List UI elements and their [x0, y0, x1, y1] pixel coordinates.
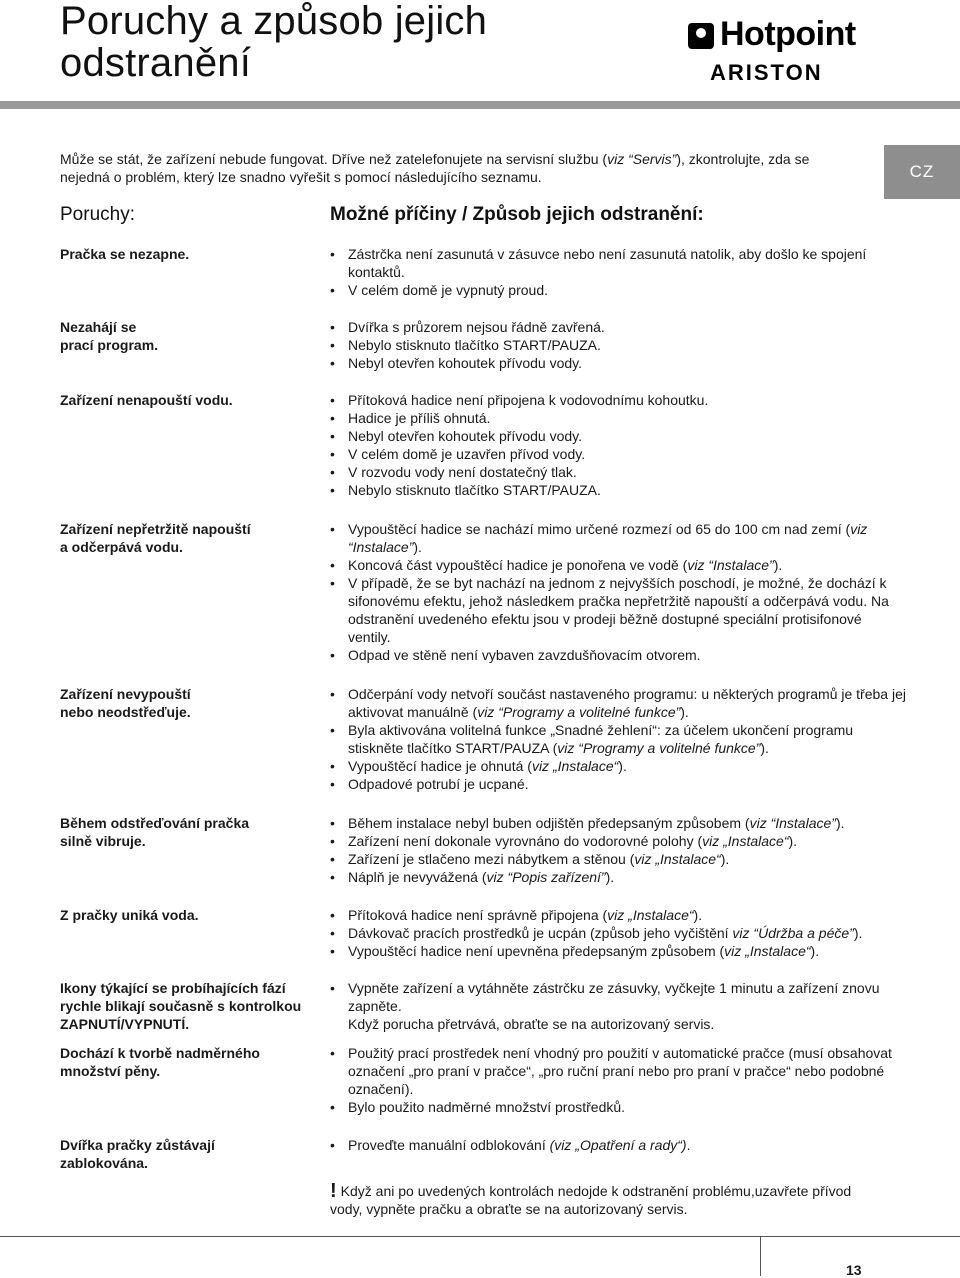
cause-item [348, 757, 908, 775]
intro-ref-servis: viz “Servis” [607, 151, 677, 167]
cause-ref: viz “Instalace” [687, 557, 774, 573]
fault-9 [60, 1044, 315, 1080]
cause-item [348, 391, 908, 409]
cause-text: Vypouštěcí hadice není upevněna předepsaným způsobem ( [348, 943, 725, 959]
cause-item [348, 574, 908, 646]
cause-text: Bylo použito nadměrné množství prostředků. [348, 1099, 626, 1115]
causes-group-10 [330, 1136, 908, 1154]
cause-ref: viz “Programy a volitelné funkce” [557, 740, 761, 756]
fault-3 [60, 391, 315, 409]
fault-line: Nezahájí se [60, 319, 137, 335]
cause-text: V případě, že se byt nachází na jednom z nejvyšších poschodí, je možné, že dochází k sifonovému efektu, jehož následkem pračka nepřetržitě napouští a odčerpává vodu. Na odstranění uvedeného efektu jsou v prodeji běžně dostupné speciální protisifonové ventily. [348, 575, 889, 645]
cause-text: Použitý prací prostředek není vhodný pro použití v automatické pračce (musí obsahovat označení „pro praní v pračce“, „pro ruční praní nebo pro praní v pračce“ nebo podobné označení). [348, 1045, 892, 1097]
cause-text-end: ). [413, 539, 422, 555]
cause-text: Koncová část vypouštěcí hadice je ponořena ve vodě ( [348, 557, 688, 573]
cause-item [348, 481, 908, 499]
cause-text: Vypněte zařízení a vytáhněte zástrčku ze zásuvky, vyčkejte 1 minutu a zařízení znovu zapněte. [348, 980, 880, 1014]
cause-ref: viz “Popis zařízení” [486, 869, 606, 885]
cause-item [348, 775, 908, 793]
cause-text-end: ). [693, 907, 703, 923]
fault-line: prací program. [60, 337, 159, 353]
cause-text: Zařízení není dokonale vyrovnáno do vodorovné polohy ( [348, 833, 703, 849]
page-title-line-2: odstranění [60, 41, 252, 85]
causes-group-9 [330, 1044, 908, 1116]
cause-item [348, 685, 908, 721]
cause-item [348, 445, 908, 463]
cause-item [348, 979, 908, 1033]
fault-7 [60, 906, 315, 924]
cause-item [348, 850, 908, 868]
cause-item [348, 906, 908, 924]
fault-line: ZAPNUTÍ/VYPNUTÍ. [60, 1016, 190, 1032]
cause-text-end: ). [720, 851, 730, 867]
causes-group-8 [330, 979, 908, 1033]
cause-ref: viz “Instalace” [348, 521, 868, 555]
cause-text-end: ). [810, 943, 820, 959]
cause-item [348, 245, 908, 281]
intro-part-2: ), zkontrolujte, zda se nejedná o problém, který lze snadno vyřešit s pomocí následujícího seznamu. [60, 151, 810, 185]
fault-10 [60, 1136, 315, 1172]
causes-group-6 [330, 814, 908, 886]
cause-item [348, 427, 908, 445]
causes-group-3 [330, 391, 908, 499]
fault-line: Ikony týkající se probíhajících fází [60, 980, 286, 996]
cause-text: Dvířka s průzorem nejsou řádně zavřená. [348, 319, 605, 335]
footer-vertical-divider [760, 1236, 761, 1276]
page-title [60, 0, 487, 84]
cause-text-end: Když porucha přetrvává, obraťte se na autorizovaný servis. [348, 1016, 715, 1032]
cause-item [348, 463, 908, 481]
intro-part-1: Může se stát, že zařízení nebude fungovat. Dříve než zatelefonujete na servisní službu ( [60, 151, 608, 167]
cause-text: V rozvodu vody není dostatečný tlak. [348, 464, 577, 480]
cause-text-end: ). [680, 704, 689, 720]
cause-text: Zařízení je stlačeno mezi nábytkem a stěnou ( [348, 851, 635, 867]
cause-item [348, 1044, 908, 1098]
brand-logo [688, 14, 872, 94]
causes-group-1 [330, 245, 908, 299]
cause-item [348, 318, 908, 336]
cause-text-end: ). [760, 740, 769, 756]
final-note-text: Když ani po uvedených kontrolách nedojde k odstranění problému,uzavřete přívod vody, vypněte pračku a obraťte se na autorizovaný servis. [330, 1183, 852, 1217]
cause-ref: (viz „Opatření a rady“) [549, 1137, 687, 1153]
cause-ref: viz „Instalace“ [702, 833, 789, 849]
fault-line: a odčerpává vodu. [60, 539, 183, 555]
cause-ref: viz “Instalace” [749, 815, 836, 831]
cause-item [348, 1098, 908, 1116]
cause-item [348, 721, 908, 757]
logo-sub-text: ARISTON [710, 60, 823, 85]
cause-ref: viz “Údržba a péče” [732, 925, 854, 941]
causes-heading: Možné příčiny / Způsob jejich odstranění: [330, 204, 704, 225]
cause-ref: viz „Instalace“ [724, 943, 811, 959]
hotpoint-square-icon [688, 23, 714, 49]
warning-exclamation-icon: ! [330, 1180, 337, 1202]
cause-text: Přítoková hadice není správně připojena ( [348, 907, 608, 923]
cause-text-end: ). [835, 815, 845, 831]
fault-4 [60, 520, 315, 556]
cause-item [348, 814, 908, 832]
cause-item [348, 832, 908, 850]
fault-line: Zařízení nenapouští vodu. [60, 392, 233, 408]
fault-6 [60, 814, 315, 850]
cause-text: Odpad ve stěně není vybaven zavzdušňovacím otvorem. [348, 647, 701, 663]
cause-item [348, 942, 908, 960]
cause-text: Během instalace nebyl buben odjištěn předepsaným způsobem ( [348, 815, 750, 831]
cause-text-end: ). [618, 758, 627, 774]
cause-text: Přítoková hadice není připojena k vodovodnímu kohoutku. [348, 392, 709, 408]
cause-item [348, 281, 908, 299]
cause-item [348, 354, 908, 372]
cause-text: Odčerpání vody netvoří součást nastaveného programu: u některých programů je třeba jej aktivovat manuálně ( [348, 686, 906, 720]
cause-text-end: ). [788, 833, 798, 849]
cause-item [348, 336, 908, 354]
cause-text: Dávkovač pracích prostředků je ucpán (způsob jeho vyčištění [348, 925, 733, 941]
final-note [330, 1182, 870, 1218]
language-tab: CZ [884, 145, 960, 199]
footer-divider [0, 1236, 960, 1237]
cause-text: V celém domě je uzavřen přívod vody. [348, 446, 586, 462]
cause-text: Nebyl otevřen kohoutek přívodu vody. [348, 355, 582, 371]
logo-brand-text: Hotpoint [720, 15, 856, 53]
cause-text: V celém domě je vypnutý proud. [348, 282, 548, 298]
page-number: 13 [846, 1262, 862, 1278]
fault-line: množství pěny. [60, 1063, 161, 1079]
cause-text: Byla aktivována volitelná funkce „Snadné žehlení“: za účelem ukončení programu stiskněte tlačítko START/PAUZA ( [348, 722, 854, 756]
cause-text: Nebylo stisknuto tlačítko START/PAUZA. [348, 337, 601, 353]
cause-ref: viz „Instalace“ [531, 758, 619, 774]
fault-5 [60, 685, 315, 721]
cause-text: Zástrčka není zasunutá v zásuvce nebo není zasunutá natolik, aby došlo ke spojení kontaktů. [348, 246, 867, 280]
fault-line: Dochází k tvorbě nadměrného [60, 1045, 260, 1061]
cause-text-end: . [686, 1137, 691, 1153]
faults-heading: Poruchy: [60, 204, 135, 225]
cause-ref: viz „Instalace“ [634, 851, 721, 867]
fault-line: silně vibruje. [60, 833, 146, 849]
fault-8 [60, 979, 315, 1033]
cause-item [348, 868, 908, 886]
intro-text [60, 150, 860, 186]
fault-2 [60, 318, 315, 354]
cause-ref: viz „Instalace“ [607, 907, 694, 923]
cause-text-end: ). [853, 925, 863, 941]
cause-text-end: ). [605, 869, 615, 885]
fault-1 [60, 245, 315, 263]
cause-item [348, 520, 908, 556]
cause-ref: viz “Programy a volitelné funkce” [477, 704, 681, 720]
causes-group-7 [330, 906, 908, 960]
cause-item [348, 556, 908, 574]
cause-text: Proveďte manuální odblokování [348, 1137, 550, 1153]
cause-item [348, 409, 908, 427]
cause-text: Nebylo stisknuto tlačítko START/PAUZA. [348, 482, 601, 498]
fault-line: rychle blikají současně s kontrolkou [60, 998, 302, 1014]
causes-group-4 [330, 520, 908, 664]
cause-text: Vypouštěcí hadice je ohnutá ( [348, 758, 532, 774]
fault-line: nebo neodstřeďuje. [60, 704, 191, 720]
cause-item [348, 1136, 908, 1154]
fault-line: Pračka se nezapne. [60, 246, 190, 262]
fault-line: Během odstřeďování pračka [60, 815, 250, 831]
cause-item [348, 646, 908, 664]
causes-group-2 [330, 318, 908, 372]
fault-line: Z pračky uniká voda. [60, 907, 199, 923]
page-title-line-1: Poruchy a způsob jejich [60, 0, 488, 43]
fault-line: Dvířka pračky zůstávají [60, 1137, 215, 1153]
causes-group-5 [330, 685, 908, 793]
cause-text: Vypouštěcí hadice se nachází mimo určené rozmezí od 65 do 100 cm nad zemí ( [348, 521, 851, 537]
cause-text-end: ). [773, 557, 783, 573]
cause-item [348, 924, 908, 942]
cause-text: Hadice je příliš ohnutá. [348, 410, 491, 426]
cause-text: Náplň je nevyvážená ( [348, 869, 487, 885]
cause-text: Nebyl otevřen kohoutek přívodu vody. [348, 428, 582, 444]
fault-line: zablokována. [60, 1155, 148, 1171]
fault-line: Zařízení nepřetržitě napouští [60, 521, 251, 537]
header-divider [0, 101, 960, 109]
fault-line: Zařízení nevypouští [60, 686, 191, 702]
cause-text: Odpadové potrubí je ucpané. [348, 776, 529, 792]
